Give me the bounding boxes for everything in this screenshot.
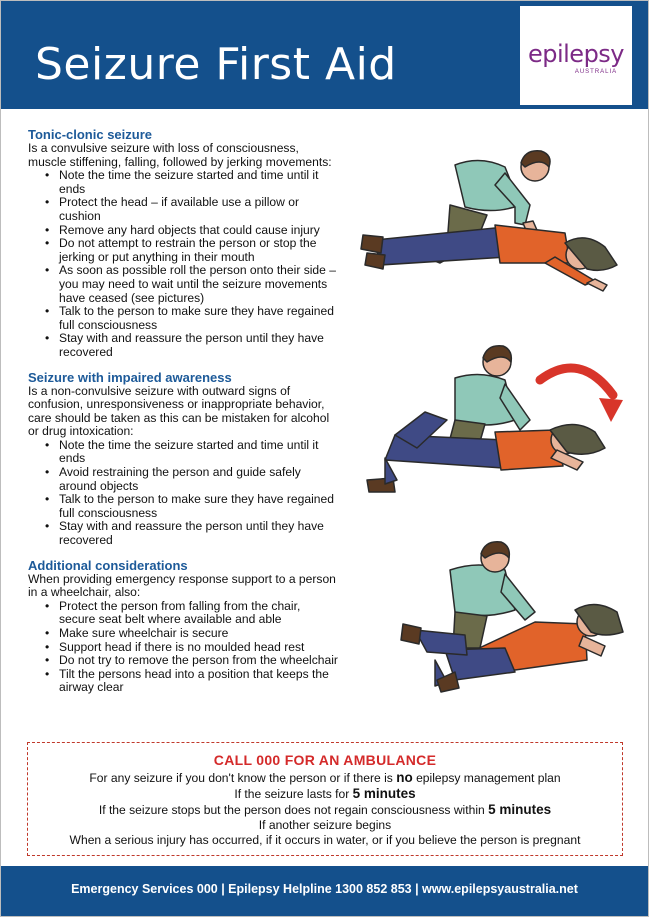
section-heading: Tonic-clonic seizure — [28, 127, 153, 142]
logo-subtitle: AUSTRALIA — [574, 69, 618, 75]
list-item: • Support head if there is no moulded head rest — [28, 641, 338, 655]
footer-contacts: Emergency Services 000 | Epilepsy Helpline 1300 852 853 | www.epilepsyaustralia.net — [71, 882, 578, 896]
illustration-impaired-awareness — [355, 340, 630, 505]
list-item: • Stay with and reassure the person until they have recovered — [28, 520, 338, 547]
arrow-head-icon — [599, 398, 623, 422]
callout-title: CALL 000 FOR AN AMBULANCE — [213, 752, 437, 768]
callout-text: If the seizure stops but the person does not regain consciousness within — [98, 803, 489, 817]
callout-text: epilepsy management plan — [412, 771, 561, 785]
list-item: • Talk to the person to make sure they have regained full consciousness — [28, 305, 338, 332]
section-intro: When providing emergency response support to a person in a wheelchair, also: — [28, 571, 336, 600]
content-column — [28, 127, 338, 705]
ambulance-callout — [27, 742, 623, 856]
illustration-tonic-clonic — [355, 145, 630, 305]
rotation-arrow-icon — [540, 368, 613, 395]
list-item: • Talk to the person to make sure they have regained full consciousness — [28, 493, 338, 520]
list-item: • Make sure wheelchair is secure — [28, 627, 338, 641]
callout-text: For any seizure if you don't know the person or if there is — [89, 771, 397, 785]
logo-wordmark: epilepsy — [527, 40, 625, 68]
section-heading: Seizure with impaired awareness — [28, 369, 232, 385]
list-item: • Note the time the seizure started and time until it ends — [28, 439, 338, 466]
callout-line: When a serious injury has occurred, if it occurs in water, or if you believe the person is pregnant — [69, 833, 581, 847]
list-item: • Protect the person from falling from the chair, secure seat belt where available and able — [28, 600, 338, 627]
callout-line — [28, 802, 622, 818]
list-item: • Remove any hard objects that could cause injury — [28, 224, 338, 238]
callout-emphasis: 5 minutes — [488, 802, 552, 817]
list-item: • Protect the head – if available use a pillow or cushion — [28, 196, 338, 223]
callout-text: If the seizure lasts for — [234, 787, 353, 801]
footer-banner — [1, 866, 648, 916]
list-item: • Do not try to remove the person from the wheelchair — [28, 654, 338, 668]
callout-emphasis: 5 minutes — [352, 786, 416, 801]
list-item: • Stay with and reassure the person until they have recovered — [28, 332, 338, 359]
callout-line: If another seizure begins — [258, 818, 392, 832]
list-item: • Note the time the seizure started and time until it ends — [28, 169, 338, 196]
page-title: Seizure First Aid — [35, 39, 397, 90]
section-tonic-clonic — [28, 127, 338, 360]
section-intro: Is a non-convulsive seizure with outward signs of confusion, unresponsiveness or inappropriate behavior, care should be taken as this can be mistaken for alcohol or drug intoxication: — [28, 383, 330, 439]
list-item: • Avoid restraining the person and guide safely around objects — [28, 466, 338, 493]
epilepsy-australia-logo — [520, 6, 632, 105]
callout-line — [28, 786, 622, 802]
section-intro: Is a convulsive seizure with loss of consciousness, muscle stiffening, falling, followed by jerking movements: — [28, 141, 332, 169]
list-item: • Do not attempt to restrain the person or stop the jerking or put anything in their mouth — [28, 237, 338, 264]
bullet-list — [28, 439, 338, 548]
callout-line — [28, 770, 622, 786]
list-item: • As soon as possible roll the person onto their side – you may need to wait until the seizure movements have ceased (see pictures) — [28, 264, 338, 305]
section-additional — [28, 558, 338, 695]
section-heading: Additional considerations — [28, 557, 188, 573]
callout-emphasis: no — [396, 770, 413, 785]
illustration-recovery-position — [355, 540, 630, 700]
bullet-list — [28, 600, 338, 695]
section-impaired-awareness — [28, 370, 338, 548]
bullet-list — [28, 169, 338, 359]
list-item: • Tilt the persons head into a position that keeps the airway clear — [28, 668, 338, 695]
